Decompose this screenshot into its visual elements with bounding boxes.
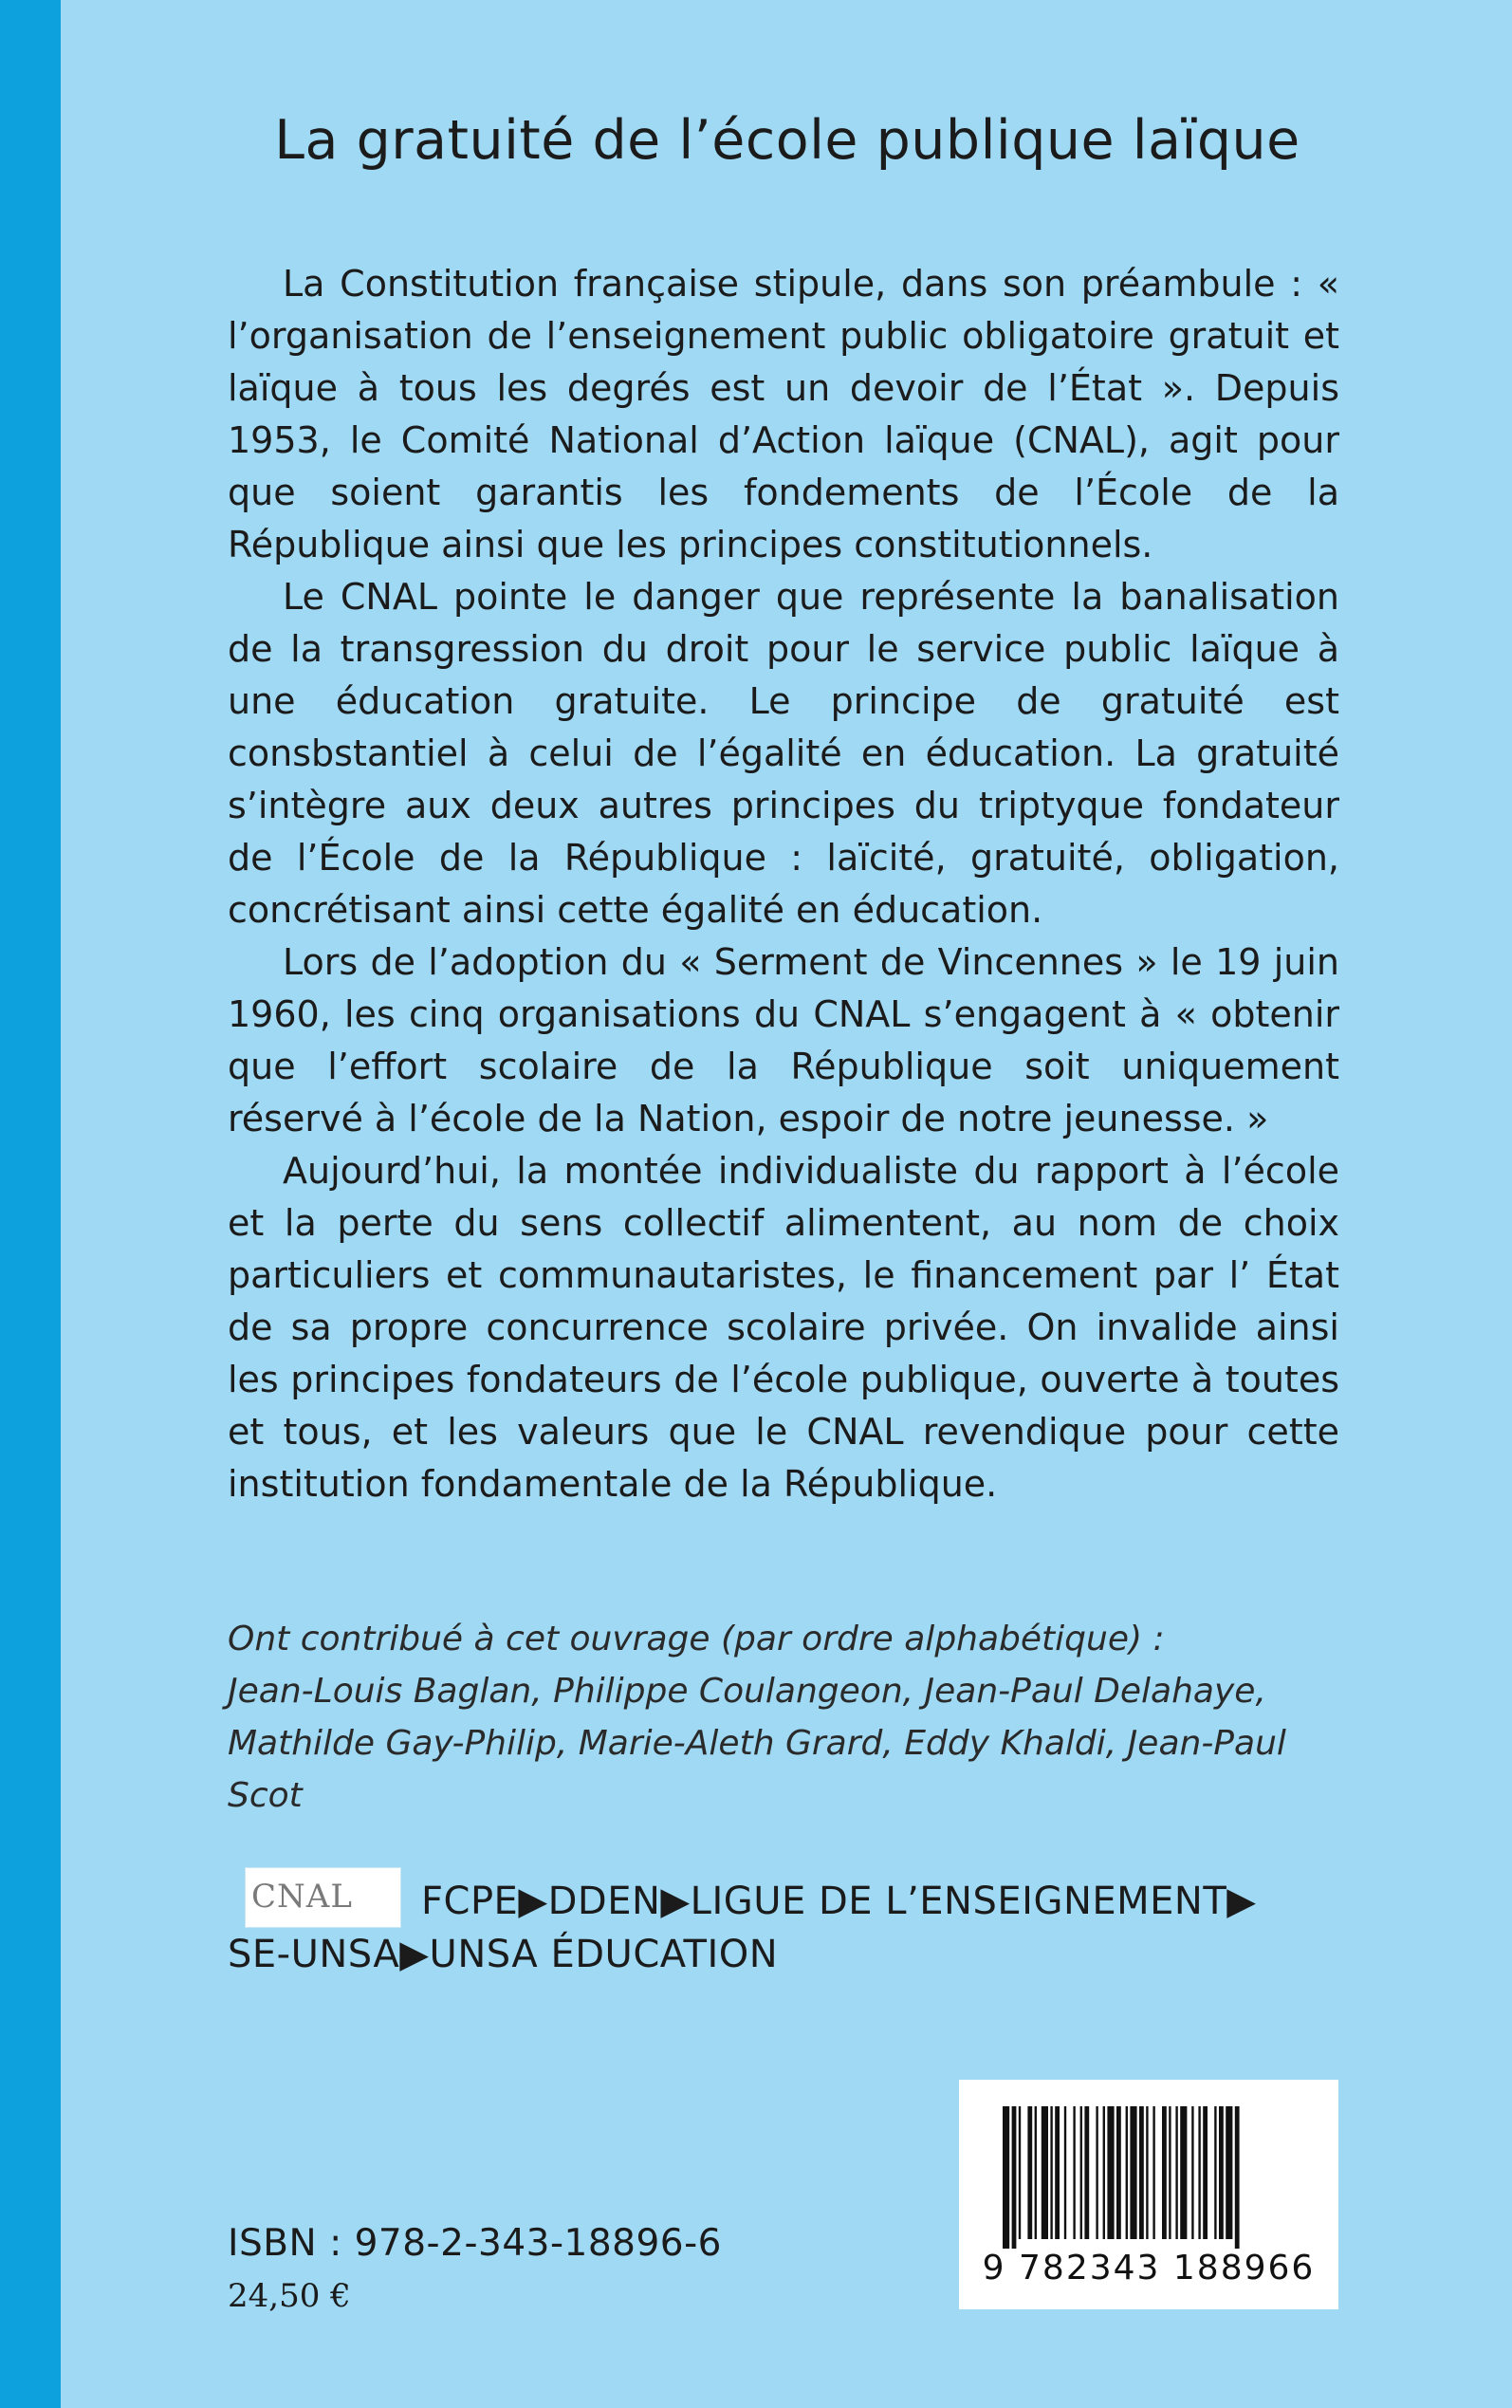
organizations-list [228,1875,1366,1981]
barcode-bars [959,2080,1338,2251]
barcode-bar [1107,2106,1114,2239]
paragraph-3: Lors de l’adoption du « Serment de Vincennes » le 19 juin 1960, les cinq organisations du CNAL s’engagent à « obtenir que l’effort scolaire de la République soit uniquement réservé à l’école de la Nation, espoir de notre jeunesse. » [228,941,1339,1139]
spine-stripe [0,0,61,2408]
barcode-bar [1175,2106,1177,2239]
barcode-bar [1180,2106,1187,2239]
barcode-digits: 9 782343 188966 [982,2249,1316,2288]
barcode-bar [1162,2106,1167,2239]
barcode-bar [1219,2106,1224,2239]
paragraph-1: La Constitution française stipule, dans son préambule : « l’organisation de l’enseignement public obligatoire gratuit et laïque à tous les degrés est un devoir de l’État ». Depuis 1953, le Comité National d’Action laïque (CNAL), agit pour que soient garantis les fondements de l’École de la République ainsi que les principes constitutionnels. [228,263,1339,565]
barcode-bar [1003,2106,1009,2249]
barcode-bar [1027,2106,1032,2239]
paragraph-2: Le CNAL pointe le danger que représente la banalisation de la transgression du droit pour le service public laïque à une éducation gratuite. Le principe de gratuité est consbstantiel à celui de l’égalité en éducation. La gratuité s’intègre aux deux autres principes du triptyque fondateur de l’École de la République : laïcité, gratuité, obligation, concrétisant ainsi cette égalité en éducation. [228,576,1339,931]
barcode-bar [1042,2106,1048,2239]
paragraph-4: Aujourd’hui, la montée individualiste du rapport à l’école et la perte du sens collectif alimentent, au nom de choix particuliers et communautaristes, le financement par l’ État de sa propre concurrence scolaire privée. On invalide ainsi les principes fondateurs de l’école publique, ouverte à toutes et tous, et les valeurs que le CNAL revendique pour cette institution fondamentale de la République. [228,1150,1339,1505]
barcode-bar [1103,2106,1105,2239]
barcode-bar [1126,2106,1128,2239]
contributors-heading: Ont contribué à cet ouvrage (par ordre alphabétique) : [228,1620,1165,1658]
contributors-names: Jean-Louis Baglan, Philippe Coulangeon, Jean-Paul Delahaye, Mathilde Gay-Philip, Marie-Aleth Grard, Eddy Khaldi, Jean-Paul Scot [228,1672,1286,1815]
barcode-bar [1169,2106,1171,2239]
summary-text [228,258,1339,1510]
barcode-bar [1096,2106,1097,2239]
barcode-bar [1073,2106,1075,2239]
organizations-line-2: SE-UNSA▶UNSA ÉDUCATION [228,1933,779,1976]
barcode-bar [1214,2106,1216,2239]
barcode-bar [1064,2106,1066,2239]
barcode [959,2080,1338,2309]
cnal-logo-text: CNAL [251,1878,353,1916]
barcode-bar [1012,2106,1017,2249]
organizations-line-1: FCPE▶DDEN▶LIGUE DE L’ENSEIGNEMENT▶ [421,1880,1257,1923]
contributors-block [228,1613,1339,1822]
barcode-bar [1116,2106,1121,2239]
barcode-bar [1050,2106,1052,2239]
barcode-bar [1139,2106,1144,2239]
barcode-bar [1191,2106,1193,2239]
barcode-bar [1019,2106,1021,2239]
barcode-bar [1203,2106,1208,2239]
barcode-bar [1130,2106,1136,2239]
price: 24,50 € [228,2277,351,2315]
barcode-bar [1146,2106,1148,2239]
barcode-bar [1080,2106,1082,2239]
barcode-bar [1035,2106,1037,2239]
barcode-bar [1152,2106,1154,2239]
barcode-bar [1084,2106,1089,2239]
book-title: La gratuité de l’école publique laïque [274,109,1300,172]
barcode-bar [1055,2106,1060,2239]
barcode-bar [1235,2106,1240,2249]
barcode-bar [1226,2106,1232,2239]
barcode-bar [1198,2106,1200,2239]
isbn: ISBN : 978-2-343-18896-6 [228,2222,722,2265]
